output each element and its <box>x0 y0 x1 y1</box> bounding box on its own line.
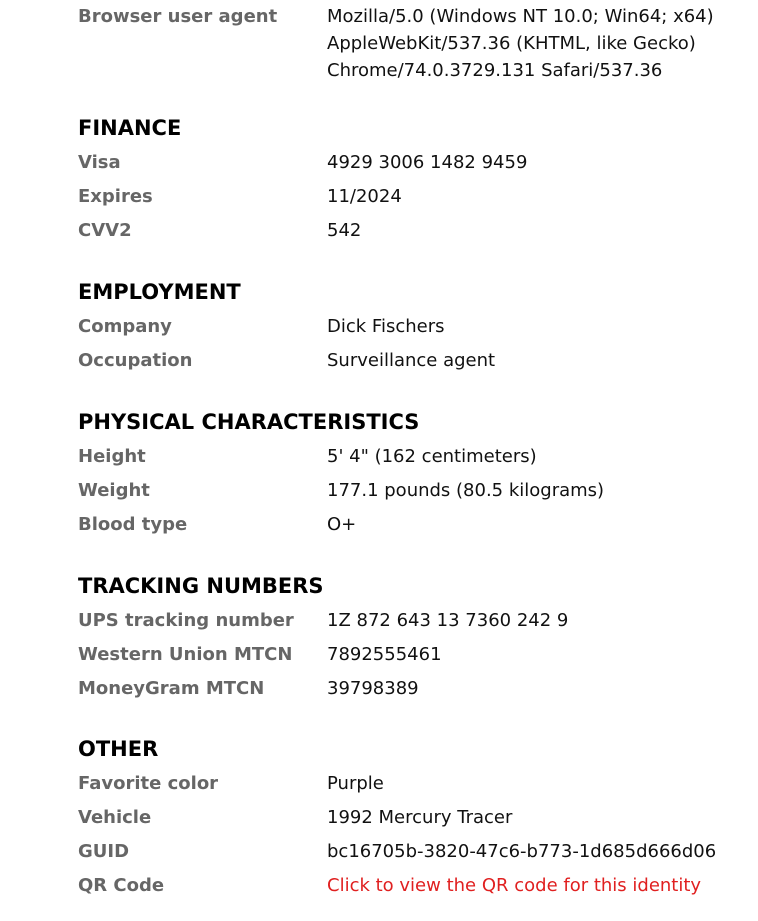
western-union-value: 7892555461 <box>327 644 442 665</box>
visa-value: 4929 3006 1482 9459 <box>327 152 528 173</box>
tracking-row-western-union <box>78 638 738 672</box>
physical-title: PHYSICAL CHARACTERISTICS <box>78 410 420 434</box>
finance-section <box>78 113 738 248</box>
user-agent-label: Browser user agent <box>78 6 278 27</box>
tracking-row-moneygram <box>78 672 738 706</box>
finance-row-cvv2 <box>78 214 738 248</box>
favorite-color-label: Favorite color <box>78 773 219 794</box>
physical-row-blood-type <box>78 508 738 542</box>
finance-title: FINANCE <box>78 116 182 140</box>
guid-label: GUID <box>78 841 130 862</box>
occupation-label: Occupation <box>78 350 193 371</box>
company-label: Company <box>78 316 172 337</box>
cvv2-label: CVV2 <box>78 220 132 241</box>
moneygram-label: MoneyGram MTCN <box>78 678 265 699</box>
visa-label: Visa <box>78 152 121 173</box>
physical-row-height <box>78 440 738 474</box>
other-title: OTHER <box>78 737 159 761</box>
employment-title: EMPLOYMENT <box>78 280 241 304</box>
ups-label: UPS tracking number <box>78 610 294 631</box>
qr-code-label: QR Code <box>78 875 165 896</box>
occupation-value: Surveillance agent <box>327 350 496 371</box>
finance-row-visa <box>78 146 738 180</box>
finance-row-expires <box>78 180 738 214</box>
employment-row-company <box>78 310 738 344</box>
company-value: Dick Fischers <box>327 316 445 337</box>
other-section <box>78 734 738 903</box>
user-agent-value: Mozilla/5.0 (Windows NT 10.0; Win64; x64) AppleWebKit/537.36 (KHTML, like Gecko) Chrome/74.0.3729.131 Safari/537.36 <box>327 6 714 81</box>
other-row-qr-code <box>78 869 738 903</box>
other-row-favorite-color <box>78 767 738 801</box>
weight-label: Weight <box>78 480 150 501</box>
moneygram-value: 39798389 <box>327 678 419 699</box>
expires-label: Expires <box>78 186 153 207</box>
other-row-guid <box>78 835 738 869</box>
ups-value: 1Z 872 643 13 7360 242 9 <box>327 610 569 631</box>
western-union-label: Western Union MTCN <box>78 644 293 665</box>
guid-value: bc16705b-3820-47c6-b773-1d685d666d06 <box>327 841 717 862</box>
employment-section <box>78 277 738 378</box>
physical-row-weight <box>78 474 738 508</box>
height-label: Height <box>78 446 146 467</box>
tracking-title: TRACKING NUMBERS <box>78 574 324 598</box>
blood-type-value: O+ <box>327 514 357 535</box>
blood-type-label: Blood type <box>78 514 188 535</box>
physical-section <box>78 407 738 542</box>
qr-code-link[interactable]: Click to view the QR code for this identity <box>327 875 702 896</box>
height-value: 5' 4" (162 centimeters) <box>327 446 537 467</box>
user-agent-row <box>78 3 738 84</box>
tracking-section <box>78 571 738 706</box>
expires-value: 11/2024 <box>327 186 402 207</box>
employment-row-occupation <box>78 344 738 378</box>
weight-value: 177.1 pounds (80.5 kilograms) <box>327 480 605 501</box>
vehicle-label: Vehicle <box>78 807 152 828</box>
vehicle-value: 1992 Mercury Tracer <box>327 807 513 828</box>
other-row-vehicle <box>78 801 738 835</box>
cvv2-value: 542 <box>327 220 362 241</box>
favorite-color-value: Purple <box>327 773 384 794</box>
tracking-row-ups <box>78 604 738 638</box>
